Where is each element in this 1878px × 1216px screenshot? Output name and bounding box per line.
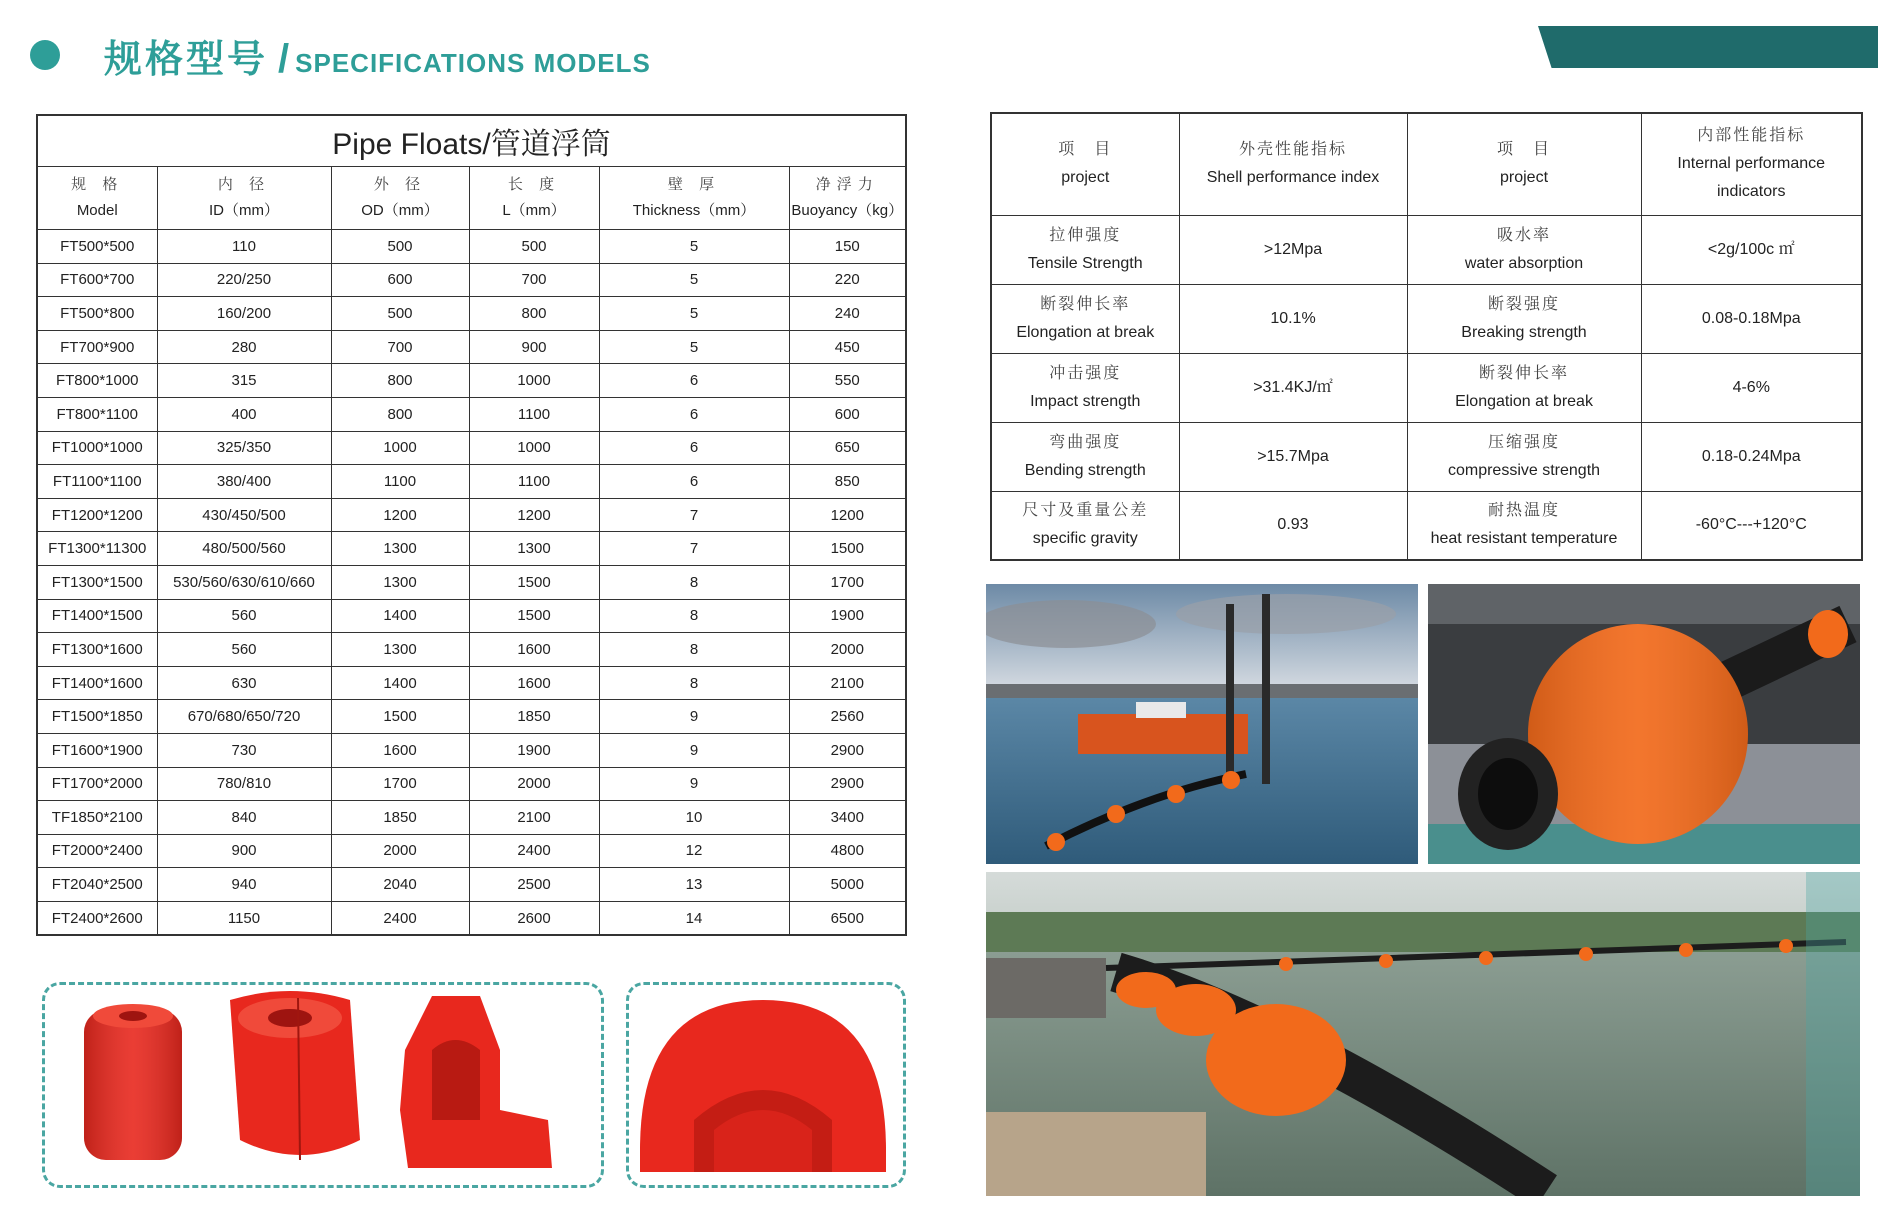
table-row — [37, 599, 906, 633]
table-cell: 850 — [789, 465, 906, 499]
table-cell: 2400 — [331, 901, 469, 935]
table-cell: FT1600*1900 — [37, 733, 157, 767]
table-cell: 1150 — [157, 901, 331, 935]
spec-header-cn: 外 径 — [373, 176, 427, 193]
performance-table — [990, 112, 1863, 561]
table-cell: 5000 — [789, 868, 906, 902]
table-cell: 2100 — [789, 666, 906, 700]
spec-header-en: Thickness（mm） — [632, 202, 756, 219]
spec-table-header-cell — [789, 167, 906, 230]
spec-header-en: OD（mm） — [361, 202, 439, 219]
spec-header-cn: 内 径 — [217, 176, 271, 193]
table-cell: 1850 — [469, 700, 599, 734]
table-cell: 2000 — [331, 834, 469, 868]
performance-header-cn: 项 目 — [1496, 141, 1551, 159]
table-row — [991, 422, 1862, 491]
table-cell: 800 — [331, 397, 469, 431]
internal-item-en: heat resistant temperature — [1430, 530, 1618, 548]
internal-item-cn: 耐热温度 — [1487, 502, 1560, 520]
table-cell: 9 — [599, 767, 789, 801]
internal-value: 0.08-0.18Mpa — [1701, 309, 1801, 327]
table-cell: 600 — [789, 397, 906, 431]
table-cell: 600 — [331, 263, 469, 297]
table-cell — [1641, 284, 1862, 353]
spec-table-caption: Pipe Floats/管道浮筒 — [37, 115, 906, 167]
table-row — [37, 498, 906, 532]
table-cell: 8 — [599, 633, 789, 667]
shell-item-cn: 尺寸及重量公差 — [1022, 502, 1149, 520]
table-cell: 1300 — [469, 532, 599, 566]
table-cell: 1900 — [469, 733, 599, 767]
table-cell: 560 — [157, 599, 331, 633]
dredger-photo — [986, 584, 1418, 864]
table-cell: FT800*1000 — [37, 364, 157, 398]
internal-item-cn: 吸水率 — [1496, 226, 1551, 244]
table-cell: 1500 — [469, 599, 599, 633]
table-cell: 2000 — [789, 633, 906, 667]
spec-table-header-cell — [157, 167, 331, 230]
performance-header-cell — [991, 113, 1179, 215]
table-cell: 5 — [599, 297, 789, 331]
table-cell: 13 — [599, 868, 789, 902]
table-cell — [1641, 491, 1862, 560]
table-row — [991, 353, 1862, 422]
table-row — [37, 868, 906, 902]
table-cell: 1600 — [469, 633, 599, 667]
table-row — [37, 834, 906, 868]
spec-header-en: Buoyancy（kg） — [791, 202, 904, 219]
table-cell — [1407, 491, 1641, 560]
table-cell: FT2400*2600 — [37, 901, 157, 935]
table-cell: 10 — [599, 801, 789, 835]
internal-value: <2g/100c ㎡ — [1707, 240, 1795, 258]
table-row — [37, 666, 906, 700]
performance-header-cell — [1407, 113, 1641, 215]
spec-header-en: L（mm） — [502, 202, 566, 219]
table-cell: 800 — [331, 364, 469, 398]
table-cell: 1300 — [331, 633, 469, 667]
table-cell: 5 — [599, 330, 789, 364]
table-cell: 480/500/560 — [157, 532, 331, 566]
table-cell: 430/450/500 — [157, 498, 331, 532]
table-cell: 1500 — [469, 565, 599, 599]
shell-item-cn: 弯曲强度 — [1049, 433, 1122, 451]
table-cell: 1000 — [469, 364, 599, 398]
table-cell: 2500 — [469, 868, 599, 902]
table-cell: 2600 — [469, 901, 599, 935]
table-cell — [1641, 353, 1862, 422]
table-cell: 110 — [157, 230, 331, 264]
table-cell: 700 — [469, 263, 599, 297]
table-cell: 800 — [469, 297, 599, 331]
table-cell: 6 — [599, 397, 789, 431]
table-cell: 1200 — [469, 498, 599, 532]
table-cell: 14 — [599, 901, 789, 935]
page-title — [104, 28, 651, 84]
table-row — [37, 733, 906, 767]
table-row — [37, 565, 906, 599]
table-cell: 325/350 — [157, 431, 331, 465]
table-cell — [1179, 353, 1407, 422]
internal-item-en: Elongation at break — [1455, 392, 1593, 410]
table-cell: 1100 — [331, 465, 469, 499]
spec-header-cn: 规 格 — [71, 176, 124, 193]
table-cell: 280 — [157, 330, 331, 364]
table-cell — [991, 422, 1179, 491]
table-cell: FT2000*2400 — [37, 834, 157, 868]
spec-table-header-cell — [599, 167, 789, 230]
table-cell: 450 — [789, 330, 906, 364]
table-cell: 1100 — [469, 397, 599, 431]
header-bullet-icon — [30, 40, 60, 70]
table-cell: 500 — [331, 230, 469, 264]
shell-item-en: Impact strength — [1030, 392, 1141, 410]
performance-header-cn: 内部性能指标 — [1697, 127, 1806, 145]
table-cell: FT1400*1600 — [37, 666, 157, 700]
table-cell: FT500*800 — [37, 297, 157, 331]
page-title-en: SPECIFICATIONS MODELS — [295, 48, 651, 78]
shell-value: 10.1% — [1270, 309, 1316, 327]
table-cell: 8 — [599, 599, 789, 633]
internal-item-cn: 压缩强度 — [1487, 433, 1560, 451]
table-cell: 2100 — [469, 801, 599, 835]
table-cell: 700 — [331, 330, 469, 364]
table-cell: 9 — [599, 733, 789, 767]
table-cell: 630 — [157, 666, 331, 700]
table-row — [37, 700, 906, 734]
table-cell: 1400 — [331, 599, 469, 633]
table-cell: 5 — [599, 263, 789, 297]
table-row — [37, 263, 906, 297]
table-cell — [991, 491, 1179, 560]
table-cell: 1000 — [469, 431, 599, 465]
table-cell: 400 — [157, 397, 331, 431]
table-row — [37, 633, 906, 667]
internal-value: -60°C---+120°C — [1695, 516, 1807, 534]
table-cell: 220/250 — [157, 263, 331, 297]
table-cell — [1407, 284, 1641, 353]
table-cell: 4800 — [789, 834, 906, 868]
table-cell: 220 — [789, 263, 906, 297]
table-row — [37, 767, 906, 801]
table-cell: FT1300*11300 — [37, 532, 157, 566]
table-cell: FT1300*1500 — [37, 565, 157, 599]
table-cell: FT700*900 — [37, 330, 157, 364]
table-cell: 940 — [157, 868, 331, 902]
table-cell: FT1500*1850 — [37, 700, 157, 734]
spec-table-header-cell — [469, 167, 599, 230]
table-cell: 1200 — [331, 498, 469, 532]
table-cell: 2040 — [331, 868, 469, 902]
spec-header-cn: 壁 厚 — [667, 176, 721, 193]
table-cell: 1300 — [331, 565, 469, 599]
table-cell — [1407, 353, 1641, 422]
shell-value: 0.93 — [1277, 516, 1309, 534]
performance-header-cn: 项 目 — [1058, 141, 1113, 159]
table-cell: 1000 — [331, 431, 469, 465]
shell-item-cn: 断裂伸长率 — [1040, 295, 1131, 313]
spec-table-header-row — [37, 167, 906, 230]
table-cell: 900 — [157, 834, 331, 868]
table-row — [37, 297, 906, 331]
table-cell: FT1200*1200 — [37, 498, 157, 532]
table-cell: 500 — [331, 297, 469, 331]
table-cell: 1500 — [789, 532, 906, 566]
shell-item-cn: 拉伸强度 — [1049, 226, 1122, 244]
shell-item-en: Elongation at break — [1016, 323, 1155, 341]
shell-value: >15.7Mpa — [1257, 447, 1329, 465]
table-cell: 560 — [157, 633, 331, 667]
performance-header-cell — [1641, 113, 1862, 215]
table-cell — [1179, 215, 1407, 284]
table-cell: 2900 — [789, 733, 906, 767]
performance-header-en: Shell performance index — [1206, 169, 1380, 187]
table-cell: 780/810 — [157, 767, 331, 801]
table-cell: FT1000*1000 — [37, 431, 157, 465]
pipe-floats-spec-table — [36, 114, 907, 936]
table-cell: 5 — [599, 230, 789, 264]
table-cell: 2000 — [469, 767, 599, 801]
table-cell — [1407, 215, 1641, 284]
shell-item-cn: 冲击强度 — [1049, 364, 1122, 382]
table-cell: 8 — [599, 666, 789, 700]
shell-value: >31.4KJ/㎡ — [1253, 378, 1333, 396]
internal-item-en: compressive strength — [1447, 461, 1601, 479]
table-cell: 1700 — [789, 565, 906, 599]
half-float-photo — [634, 990, 892, 1176]
table-cell — [1407, 422, 1641, 491]
table-cell: 530/560/630/610/660 — [157, 565, 331, 599]
table-cell: 900 — [469, 330, 599, 364]
table-cell: FT1100*1100 — [37, 465, 157, 499]
table-cell: 2400 — [469, 834, 599, 868]
table-cell: 160/200 — [157, 297, 331, 331]
table-cell: 2560 — [789, 700, 906, 734]
table-cell: 550 — [789, 364, 906, 398]
table-cell: FT800*1100 — [37, 397, 157, 431]
table-cell — [991, 215, 1179, 284]
table-row — [37, 431, 906, 465]
table-cell: 1300 — [331, 532, 469, 566]
internal-item-cn: 断裂伸长率 — [1478, 364, 1569, 382]
table-row — [37, 801, 906, 835]
table-cell: 6500 — [789, 901, 906, 935]
performance-table-body — [991, 215, 1862, 560]
shell-item-en: Bending strength — [1024, 461, 1146, 479]
table-cell — [991, 284, 1179, 353]
table-cell: 380/400 — [157, 465, 331, 499]
table-cell: 500 — [469, 230, 599, 264]
table-row — [991, 284, 1862, 353]
internal-item-cn: 断裂强度 — [1487, 295, 1560, 313]
spec-table-header-cell — [331, 167, 469, 230]
table-row — [37, 901, 906, 935]
table-cell: 6 — [599, 364, 789, 398]
table-cell: FT500*500 — [37, 230, 157, 264]
table-row — [991, 491, 1862, 560]
table-cell: 150 — [789, 230, 906, 264]
header-decorative-band — [1538, 26, 1878, 68]
table-cell: 240 — [789, 297, 906, 331]
spec-table-body — [37, 230, 906, 936]
table-row — [37, 397, 906, 431]
internal-item-en: water absorption — [1464, 254, 1584, 272]
table-cell: 7 — [599, 532, 789, 566]
table-cell: FT1300*1600 — [37, 633, 157, 667]
table-cell — [991, 353, 1179, 422]
table-row — [37, 364, 906, 398]
spec-header-en: ID（mm） — [209, 202, 279, 219]
shell-item-en: Tensile Strength — [1027, 254, 1143, 272]
page-title-slash: / — [278, 37, 290, 81]
table-cell: FT2040*2500 — [37, 868, 157, 902]
spec-header-cn: 净浮力 — [815, 176, 879, 193]
table-cell — [1179, 422, 1407, 491]
page-title-cn: 规格型号 — [104, 39, 269, 81]
float-products-photo — [60, 990, 580, 1176]
pipe-float-closeup-photo — [1428, 584, 1860, 864]
table-row — [37, 532, 906, 566]
table-cell: 6 — [599, 431, 789, 465]
table-cell: 1850 — [331, 801, 469, 835]
table-cell: FT600*700 — [37, 263, 157, 297]
table-cell — [1179, 491, 1407, 560]
table-cell: 12 — [599, 834, 789, 868]
table-cell: 7 — [599, 498, 789, 532]
table-cell: 2900 — [789, 767, 906, 801]
table-cell: 650 — [789, 431, 906, 465]
internal-value: 0.18-0.24Mpa — [1701, 447, 1801, 465]
table-row — [37, 230, 906, 264]
table-cell: 315 — [157, 364, 331, 398]
table-row — [991, 215, 1862, 284]
table-cell: 1600 — [331, 733, 469, 767]
table-cell: 1400 — [331, 666, 469, 700]
table-cell: 6 — [599, 465, 789, 499]
table-row — [37, 330, 906, 364]
table-cell — [1179, 284, 1407, 353]
table-cell: 1200 — [789, 498, 906, 532]
spec-table-header-cell — [37, 167, 157, 230]
table-cell: 840 — [157, 801, 331, 835]
table-cell: 1900 — [789, 599, 906, 633]
table-cell: 8 — [599, 565, 789, 599]
table-cell: 1700 — [331, 767, 469, 801]
performance-header-en: project — [1499, 169, 1549, 187]
performance-header-cn: 外壳性能指标 — [1238, 141, 1347, 159]
internal-value: 4-6% — [1732, 378, 1770, 396]
performance-table-header-row — [991, 113, 1862, 215]
table-cell: 730 — [157, 733, 331, 767]
spec-header-cn: 长 度 — [507, 176, 561, 193]
internal-item-en: Breaking strength — [1461, 323, 1587, 341]
table-cell: 670/680/650/720 — [157, 700, 331, 734]
performance-header-en: project — [1061, 169, 1110, 187]
table-cell: 1100 — [469, 465, 599, 499]
table-cell: FT1400*1500 — [37, 599, 157, 633]
performance-header-cell — [1179, 113, 1407, 215]
table-cell: 1500 — [331, 700, 469, 734]
table-cell — [1641, 422, 1862, 491]
table-row — [37, 465, 906, 499]
table-cell: TF1850*2100 — [37, 801, 157, 835]
table-cell: 9 — [599, 700, 789, 734]
table-cell: FT1700*2000 — [37, 767, 157, 801]
table-cell — [1641, 215, 1862, 284]
floating-pipeline-photo — [986, 872, 1860, 1196]
table-cell: 1600 — [469, 666, 599, 700]
shell-item-en: specific gravity — [1032, 530, 1138, 548]
spec-header-en: Model — [76, 202, 118, 219]
performance-header-en: Internal performance indicators — [1677, 155, 1826, 201]
shell-value: >12Mpa — [1263, 240, 1323, 258]
table-cell: 3400 — [789, 801, 906, 835]
